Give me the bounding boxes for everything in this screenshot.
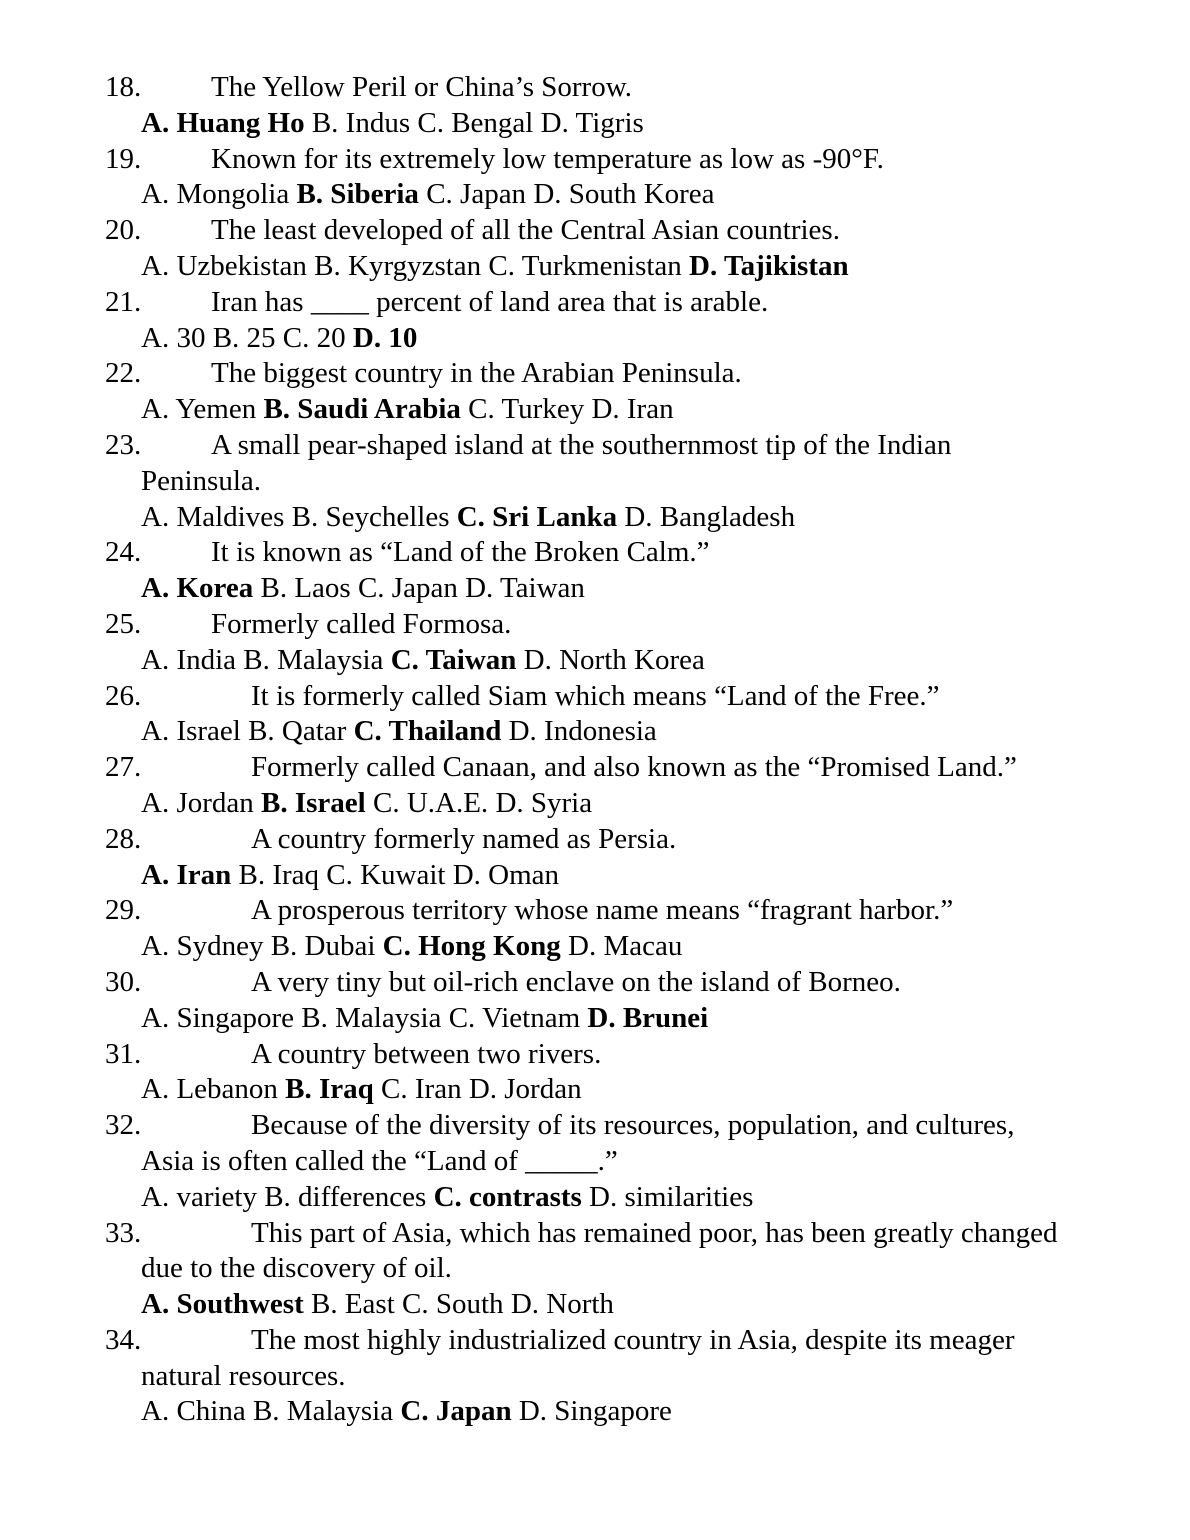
answer-options — [0, 929, 1190, 965]
correct-answer: A. Huang Ho — [141, 106, 305, 139]
correct-answer: A. Southwest — [141, 1288, 304, 1321]
question-number: 19. — [105, 142, 142, 175]
answer-options — [0, 1001, 1190, 1037]
answer-option: B. Malaysia — [301, 1001, 442, 1034]
question-continuation-line — [0, 464, 1190, 500]
answer-option: D. Tigris — [540, 106, 644, 139]
answer-option: B. Iraq — [238, 858, 320, 891]
correct-answer: C. Japan — [400, 1395, 512, 1428]
answer-options-group — [141, 1001, 708, 1037]
answer-options-group — [141, 858, 559, 894]
question-text: A country formerly named as Persia. — [251, 822, 677, 855]
question-line — [0, 428, 1190, 464]
answer-options — [0, 500, 1190, 536]
question-line — [0, 822, 1190, 858]
quiz-page — [0, 70, 1190, 1430]
question-text: A prosperous territory whose name means “fragrant harbor.” — [251, 894, 954, 927]
answer-options-group — [141, 1180, 753, 1216]
correct-answer: D. 10 — [352, 321, 418, 354]
question-text: It is known as “Land of the Broken Calm.” — [211, 536, 710, 569]
question-line — [0, 70, 1190, 106]
answer-option: B. differences — [264, 1180, 427, 1213]
question-line — [0, 213, 1190, 249]
answer-option: B. Malaysia — [252, 1395, 394, 1428]
answer-option: C. U.A.E. — [372, 786, 489, 819]
answer-options-group — [141, 321, 417, 357]
answer-options-group — [141, 106, 644, 142]
answer-options-group — [141, 571, 585, 607]
question-number: 26. — [105, 679, 142, 712]
question-number: 25. — [105, 607, 142, 640]
answer-option: A. Mongolia — [141, 178, 290, 211]
question-text: A small pear-shaped island at the southernmost tip of the Indian — [211, 428, 952, 461]
answer-options-group — [141, 786, 592, 822]
question-text: Known for its extremely low temperature as low as -90°F. — [211, 142, 884, 175]
answer-options-group — [141, 714, 657, 750]
correct-answer: A. Korea — [141, 572, 254, 605]
question-continuation-line — [0, 1251, 1190, 1287]
answer-options-group — [141, 249, 849, 285]
question-number: 30. — [105, 965, 142, 998]
answer-option: B. Laos — [260, 572, 351, 605]
question-continuation-line — [0, 1359, 1190, 1395]
answer-option: B. Dubai — [270, 930, 376, 963]
answer-option: D. Indonesia — [508, 715, 657, 748]
answer-options — [0, 321, 1190, 357]
answer-options-group — [141, 1287, 614, 1323]
question-line — [0, 893, 1190, 929]
question-text: Because of the diversity of its resources, population, and cultures, — [251, 1109, 1015, 1142]
answer-option: B. East — [311, 1288, 395, 1321]
question-line — [0, 142, 1190, 178]
question-number: 28. — [105, 822, 142, 855]
question-number: 29. — [105, 894, 142, 927]
answer-option: A. India — [141, 643, 237, 676]
answer-options-group — [141, 929, 682, 965]
answer-options — [0, 249, 1190, 285]
question-line — [0, 1108, 1190, 1144]
question-text: Formerly called Canaan, and also known as the “Promised Land.” — [251, 751, 1017, 784]
answer-option: D. North — [510, 1288, 614, 1321]
answer-options — [0, 643, 1190, 679]
question-text: Formerly called Formosa. — [211, 607, 512, 640]
answer-option: A. variety — [141, 1180, 257, 1213]
answer-option: D. North Korea — [523, 643, 705, 676]
answer-option: B. Indus — [311, 106, 411, 139]
answer-option: D. similarities — [589, 1180, 754, 1213]
question-number: 24. — [105, 536, 142, 569]
answer-option: A. Singapore — [141, 1001, 295, 1034]
question-number: 31. — [105, 1037, 142, 1070]
question-number: 20. — [105, 214, 142, 247]
question-text: The biggest country in the Arabian Peninsula. — [211, 357, 742, 390]
answer-option: C. Japan — [426, 178, 527, 211]
answer-option: D. South Korea — [533, 178, 715, 211]
answer-options-group — [141, 500, 795, 536]
answer-option: D. Jordan — [468, 1073, 582, 1106]
question-number: 21. — [105, 285, 142, 318]
answer-options-group — [141, 177, 715, 213]
answer-options — [0, 1394, 1190, 1430]
question-line — [0, 1216, 1190, 1252]
question-number: 22. — [105, 357, 142, 390]
answer-option: A. Lebanon — [141, 1073, 278, 1106]
correct-answer: B. Israel — [261, 786, 366, 819]
answer-option: B. Seychelles — [291, 500, 450, 533]
correct-answer: C. Hong Kong — [382, 930, 561, 963]
question-number: 34. — [105, 1323, 142, 1356]
question-text: A very tiny but oil-rich enclave on the island of Borneo. — [251, 965, 901, 998]
question-line — [0, 1323, 1190, 1359]
answer-option: C. Turkmenistan — [488, 249, 682, 282]
question-line — [0, 535, 1190, 571]
answer-option: D. Taiwan — [465, 572, 585, 605]
answer-option: A. China — [141, 1395, 246, 1428]
question-line — [0, 679, 1190, 715]
correct-answer: D. Brunei — [587, 1001, 709, 1034]
correct-answer: C. Sri Lanka — [456, 500, 618, 533]
correct-answer: B. Siberia — [296, 178, 419, 211]
question-text: Asia is often called the “Land of _____.” — [141, 1144, 618, 1177]
answer-option: A. Jordan — [141, 786, 254, 819]
question-text: The most highly industrialized country in Asia, despite its meager — [251, 1323, 1015, 1356]
answer-options — [0, 1180, 1190, 1216]
answer-options — [0, 714, 1190, 750]
answer-option: A. Uzbekistan — [141, 249, 307, 282]
answer-option: C. Kuwait — [326, 858, 446, 891]
answer-options — [0, 858, 1190, 894]
correct-answer: D. Tajikistan — [689, 249, 849, 282]
question-number: 23. — [105, 428, 142, 461]
answer-option: B. Kyrgyzstan — [314, 249, 482, 282]
answer-options — [0, 1287, 1190, 1323]
question-text: natural resources. — [141, 1359, 346, 1392]
question-text: This part of Asia, which has remained poor, has been greatly changed — [251, 1216, 1058, 1249]
answer-option: C. 20 — [282, 321, 346, 354]
correct-answer: B. Iraq — [285, 1073, 374, 1106]
answer-option: B. Malaysia — [243, 643, 384, 676]
question-text: The Yellow Peril or China’s Sorrow. — [211, 71, 633, 103]
answer-options — [0, 1072, 1190, 1108]
question-line — [0, 607, 1190, 643]
answer-option: C. Iran — [381, 1073, 462, 1106]
answer-option: B. 25 — [212, 321, 276, 354]
answer-option: D. Bangladesh — [624, 500, 796, 533]
answer-options-group — [141, 1072, 582, 1108]
answer-options-group — [141, 392, 674, 428]
answer-options — [0, 106, 1190, 142]
answer-option: C. Vietnam — [448, 1001, 581, 1034]
answer-option: A. Sydney — [141, 930, 264, 963]
question-text: Iran has ____ percent of land area that is arable. — [211, 285, 769, 318]
correct-answer: B. Saudi Arabia — [263, 393, 461, 426]
answer-option: A. Maldives — [141, 500, 285, 533]
correct-answer: C. contrasts — [433, 1180, 582, 1213]
answer-option: A. Yemen — [141, 393, 257, 426]
question-line — [0, 1037, 1190, 1073]
question-line — [0, 750, 1190, 786]
answer-option: C. Japan — [357, 572, 458, 605]
answer-option: D. Oman — [452, 858, 560, 891]
question-line — [0, 285, 1190, 321]
answer-options — [0, 392, 1190, 428]
question-line — [0, 965, 1190, 1001]
answer-option: D. Syria — [495, 786, 593, 819]
answer-option: D. Singapore — [518, 1395, 672, 1428]
question-line — [0, 356, 1190, 392]
answer-option: A. Israel — [141, 715, 241, 748]
answer-option: D. Iran — [591, 393, 674, 426]
correct-answer: C. Taiwan — [390, 643, 517, 676]
answer-options-group — [141, 1394, 672, 1430]
question-text: The least developed of all the Central Asian countries. — [211, 214, 840, 247]
answer-options — [0, 177, 1190, 213]
answer-option: A. 30 — [141, 321, 206, 354]
answer-option: D. Macau — [568, 930, 683, 963]
answer-options-group — [141, 643, 705, 679]
question-text: It is formerly called Siam which means “Land of the Free.” — [251, 679, 940, 712]
correct-answer: C. Thailand — [353, 715, 502, 748]
question-text: Peninsula. — [141, 464, 262, 497]
correct-answer: A. Iran — [141, 858, 232, 891]
answer-option: B. Qatar — [248, 715, 347, 748]
question-number: 18. — [105, 71, 142, 103]
question-text: A country between two rivers. — [251, 1037, 602, 1070]
answer-options — [0, 571, 1190, 607]
question-number: 27. — [105, 751, 142, 784]
question-number: 33. — [105, 1216, 142, 1249]
question-continuation-line — [0, 1144, 1190, 1180]
answer-option: C. Turkey — [468, 393, 585, 426]
answer-option: C. South — [402, 1288, 504, 1321]
answer-option: C. Bengal — [417, 106, 534, 139]
question-number: 32. — [105, 1109, 142, 1142]
answer-options — [0, 786, 1190, 822]
question-text: due to the discovery of oil. — [141, 1252, 452, 1285]
